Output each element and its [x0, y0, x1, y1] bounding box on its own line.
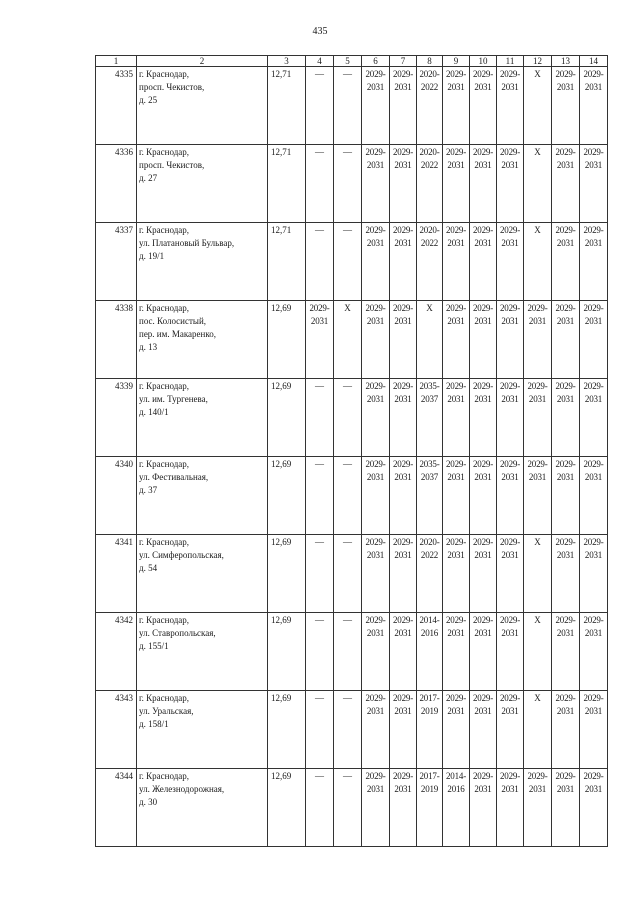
row-number: 4341	[96, 535, 137, 613]
period-cell: 2029- 2031	[580, 691, 608, 769]
period-cell: 2029- 2031	[552, 613, 580, 691]
address-line: просп. Чекистов,	[139, 160, 205, 170]
address-line: д. 25	[139, 95, 158, 105]
period-cell: 2029- 2031	[390, 301, 417, 379]
column-header: 6	[362, 56, 390, 67]
address-cell	[137, 223, 268, 301]
address-cell	[137, 457, 268, 535]
period-cell: 2014- 2016	[417, 613, 443, 691]
not-applicable-cell: Х	[524, 691, 552, 769]
column-header: 1	[96, 56, 137, 67]
period-cell: 2029- 2031	[470, 379, 497, 457]
address-line: г. Краснодар,	[139, 537, 190, 547]
period-cell: 2029- 2031	[524, 769, 552, 847]
period-cell: 2029- 2031	[497, 301, 524, 379]
address-line: д. 158/1	[139, 719, 169, 729]
period-cell: 2029- 2031	[470, 769, 497, 847]
period-cell: 2029- 2031	[390, 379, 417, 457]
period-cell: 2029- 2031	[580, 613, 608, 691]
period-cell: 2029- 2031	[390, 691, 417, 769]
address-cell	[137, 379, 268, 457]
period-cell: 2029- 2031	[497, 379, 524, 457]
period-cell: 2029- 2031	[580, 457, 608, 535]
dash-cell: —	[334, 145, 362, 223]
dash-cell: —	[334, 535, 362, 613]
period-cell: 2020- 2022	[417, 145, 443, 223]
dash-cell: —	[334, 457, 362, 535]
period-cell: 2029- 2031	[362, 691, 390, 769]
period-cell: 2020- 2022	[417, 535, 443, 613]
area-cell: 12,69	[268, 379, 306, 457]
address-line: ул. Симферопольская,	[139, 550, 224, 560]
dash-cell: —	[306, 535, 334, 613]
address-cell	[137, 691, 268, 769]
period-cell: 2029- 2031	[362, 535, 390, 613]
period-cell: 2029- 2031	[552, 691, 580, 769]
row-number: 4336	[96, 145, 137, 223]
period-cell: 2029- 2031	[443, 379, 470, 457]
not-applicable-cell: Х	[524, 535, 552, 613]
period-cell: 2029- 2031	[443, 613, 470, 691]
period-cell: 2029- 2031	[470, 223, 497, 301]
address-line: д. 13	[139, 342, 158, 352]
address-line: ул. Уральская,	[139, 706, 194, 716]
table-row	[96, 301, 608, 379]
address-line: г. Краснодар,	[139, 693, 190, 703]
dash-cell: —	[334, 379, 362, 457]
period-cell: 2029- 2031	[497, 535, 524, 613]
period-cell: 2029- 2031	[443, 691, 470, 769]
not-applicable-cell: Х	[524, 145, 552, 223]
period-cell: 2029- 2031	[443, 145, 470, 223]
table-row	[96, 379, 608, 457]
period-cell: 2029- 2031	[362, 145, 390, 223]
period-cell: 2029- 2031	[524, 379, 552, 457]
period-cell: 2029- 2031	[497, 67, 524, 145]
period-cell: 2029- 2031	[580, 769, 608, 847]
dash-cell: —	[334, 691, 362, 769]
period-cell: 2029- 2031	[497, 691, 524, 769]
period-cell: 2029- 2031	[497, 613, 524, 691]
address-line: пос. Колосистый,	[139, 316, 207, 326]
housing-registry-table	[95, 55, 608, 847]
period-cell: 2029- 2031	[580, 145, 608, 223]
period-cell: 2029- 2031	[443, 67, 470, 145]
dash-cell: —	[306, 769, 334, 847]
dash-cell: —	[306, 145, 334, 223]
row-number: 4339	[96, 379, 137, 457]
column-header: 8	[417, 56, 443, 67]
not-applicable-cell: Х	[524, 613, 552, 691]
row-number: 4344	[96, 769, 137, 847]
period-cell: 2029- 2031	[470, 301, 497, 379]
period-cell: 2029- 2031	[443, 535, 470, 613]
address-cell	[137, 67, 268, 145]
address-line: ул. Ставропольская,	[139, 628, 216, 638]
period-cell: 2017- 2019	[417, 691, 443, 769]
period-cell: 2029- 2031	[552, 301, 580, 379]
period-cell: 2017- 2019	[417, 769, 443, 847]
address-line: ул. Железнодорожная,	[139, 784, 225, 794]
row-number: 4338	[96, 301, 137, 379]
area-cell: 12,71	[268, 67, 306, 145]
dash-cell: —	[306, 379, 334, 457]
period-cell: 2029- 2031	[390, 223, 417, 301]
period-cell: 2029- 2031	[443, 301, 470, 379]
period-cell: 2029- 2031	[362, 769, 390, 847]
period-cell: 2029- 2031	[497, 769, 524, 847]
period-cell: 2014- 2016	[443, 769, 470, 847]
address-cell	[137, 301, 268, 379]
column-header: 10	[470, 56, 497, 67]
area-cell: 12,69	[268, 691, 306, 769]
period-cell: 2029- 2031	[552, 145, 580, 223]
dash-cell: —	[306, 613, 334, 691]
period-cell: 2029- 2031	[497, 145, 524, 223]
period-cell: 2029- 2031	[580, 301, 608, 379]
not-applicable-cell: Х	[524, 67, 552, 145]
address-cell	[137, 145, 268, 223]
not-applicable-cell: Х	[524, 223, 552, 301]
period-cell: 2029- 2031	[362, 67, 390, 145]
period-cell: 2029- 2031	[470, 457, 497, 535]
area-cell: 12,71	[268, 223, 306, 301]
address-cell	[137, 613, 268, 691]
period-cell: 2029- 2031	[390, 535, 417, 613]
address-line: д. 27	[139, 173, 158, 183]
period-cell: 2035- 2037	[417, 457, 443, 535]
column-header: 13	[552, 56, 580, 67]
table-row	[96, 223, 608, 301]
page-number: 435	[312, 26, 328, 37]
address-line: г. Краснодар,	[139, 69, 190, 79]
period-cell: 2029- 2031	[390, 145, 417, 223]
column-header: 11	[497, 56, 524, 67]
period-cell: 2020- 2022	[417, 67, 443, 145]
address-line: ул. им. Тургенева,	[139, 394, 208, 404]
table-row	[96, 457, 608, 535]
column-header: 9	[443, 56, 470, 67]
address-line: просп. Чекистов,	[139, 82, 205, 92]
area-cell: 12,69	[268, 769, 306, 847]
address-cell	[137, 535, 268, 613]
period-cell: 2029- 2031	[390, 457, 417, 535]
table-row	[96, 67, 608, 145]
period-cell: 2029- 2031	[362, 613, 390, 691]
address-line: пер. им. Макаренко,	[139, 329, 217, 339]
period-cell: 2029- 2031	[362, 457, 390, 535]
period-cell: 2029- 2031	[470, 613, 497, 691]
address-line: г. Краснодар,	[139, 225, 190, 235]
dash-cell: —	[334, 613, 362, 691]
area-cell: 12,69	[268, 535, 306, 613]
column-number-header	[96, 56, 608, 67]
dash-cell: —	[334, 223, 362, 301]
area-cell: 12,69	[268, 457, 306, 535]
period-cell: 2029- 2031	[580, 223, 608, 301]
period-cell: 2029- 2031	[390, 613, 417, 691]
period-cell: 2029- 2031	[552, 223, 580, 301]
not-applicable-cell: Х	[417, 301, 443, 379]
column-header: 12	[524, 56, 552, 67]
period-cell: 2029- 2031	[470, 535, 497, 613]
period-cell: 2029- 2031	[524, 301, 552, 379]
address-line: г. Краснодар,	[139, 771, 190, 781]
area-cell: 12,71	[268, 145, 306, 223]
period-cell: 2029- 2031	[552, 67, 580, 145]
period-cell: 2029- 2031	[580, 67, 608, 145]
period-cell: 2029- 2031	[524, 457, 552, 535]
dash-cell: —	[334, 67, 362, 145]
row-number: 4343	[96, 691, 137, 769]
period-cell: 2029- 2031	[497, 223, 524, 301]
area-cell: 12,69	[268, 301, 306, 379]
address-line: г. Краснодар,	[139, 459, 190, 469]
period-cell: 2029- 2031	[552, 379, 580, 457]
period-cell: 2029- 2031	[552, 769, 580, 847]
period-cell: 2029- 2031	[390, 769, 417, 847]
period-cell: 2029- 2031	[362, 301, 390, 379]
period-cell: 2029- 2031	[497, 457, 524, 535]
address-line: г. Краснодар,	[139, 303, 190, 313]
address-line: ул. Фестивальная,	[139, 472, 209, 482]
period-cell: 2029- 2031	[552, 457, 580, 535]
address-line: д. 19/1	[139, 251, 165, 261]
table-row	[96, 613, 608, 691]
address-line: д. 37	[139, 485, 158, 495]
row-number: 4340	[96, 457, 137, 535]
address-line: ул. Платановый Бульвар,	[139, 238, 235, 248]
period-cell: 2029- 2031	[306, 301, 334, 379]
row-number: 4337	[96, 223, 137, 301]
dash-cell: —	[306, 223, 334, 301]
address-line: д. 140/1	[139, 407, 169, 417]
column-header: 4	[306, 56, 334, 67]
address-line: г. Краснодар,	[139, 147, 190, 157]
table-row	[96, 145, 608, 223]
period-cell: 2029- 2031	[362, 223, 390, 301]
address-cell	[137, 769, 268, 847]
period-cell: 2029- 2031	[443, 223, 470, 301]
table-row	[96, 535, 608, 613]
period-cell: 2029- 2031	[552, 535, 580, 613]
period-cell: 2029- 2031	[390, 67, 417, 145]
column-header: 3	[268, 56, 306, 67]
address-line: д. 54	[139, 563, 158, 573]
dash-cell: —	[334, 769, 362, 847]
address-line: г. Краснодар,	[139, 381, 190, 391]
column-header: 14	[580, 56, 608, 67]
column-header: 7	[390, 56, 417, 67]
period-cell: 2035- 2037	[417, 379, 443, 457]
dash-cell: —	[306, 457, 334, 535]
period-cell: 2029- 2031	[470, 145, 497, 223]
not-applicable-cell: Х	[334, 301, 362, 379]
row-number: 4335	[96, 67, 137, 145]
column-header: 5	[334, 56, 362, 67]
dash-cell: —	[306, 67, 334, 145]
period-cell: 2029- 2031	[580, 379, 608, 457]
row-number: 4342	[96, 613, 137, 691]
period-cell: 2029- 2031	[470, 67, 497, 145]
dash-cell: —	[306, 691, 334, 769]
table-row	[96, 691, 608, 769]
period-cell: 2029- 2031	[362, 379, 390, 457]
period-cell: 2029- 2031	[443, 457, 470, 535]
address-line: д. 155/1	[139, 641, 169, 651]
column-header: 2	[137, 56, 268, 67]
period-cell: 2020- 2022	[417, 223, 443, 301]
area-cell: 12,69	[268, 613, 306, 691]
period-cell: 2029- 2031	[580, 535, 608, 613]
table-row	[96, 769, 608, 847]
period-cell: 2029- 2031	[470, 691, 497, 769]
address-line: г. Краснодар,	[139, 615, 190, 625]
address-line: д. 30	[139, 797, 158, 807]
